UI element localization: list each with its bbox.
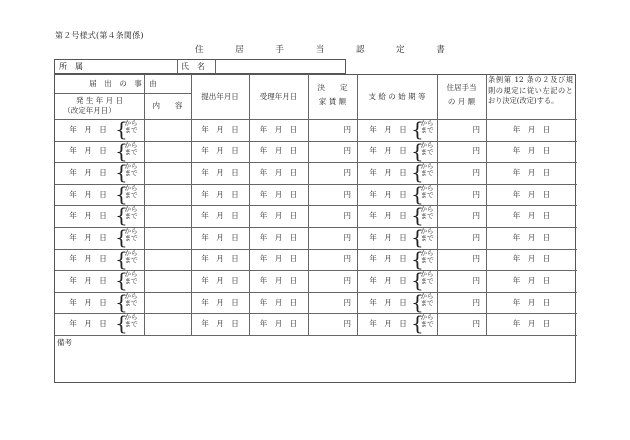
brace-icon: {: [411, 268, 424, 293]
payment-brace: [411, 289, 435, 314]
payment-start-value: 年 月 日: [369, 211, 407, 221]
header-reason: 届 出 の 事 由: [89, 79, 157, 88]
brace-icon: {: [411, 117, 424, 141]
occurrence-date-value: 年 月 日: [69, 232, 107, 242]
receipt-date-value: 年 月 日: [259, 276, 298, 285]
brace-icon: {: [411, 138, 424, 163]
decided-amount-value: 円: [343, 276, 351, 285]
header-receipt-date: 受理年月日: [259, 92, 298, 101]
to-label: まで: [124, 255, 138, 264]
decided-amount-value: 円: [343, 254, 351, 264]
decision-date-value: 年 月 日: [512, 189, 551, 199]
occurrence-date-value: 年 月 日: [69, 276, 107, 285]
header-occurrence-date: 発 生 年 月 日: [75, 96, 124, 105]
payment-start-value: 年 月 日: [369, 276, 407, 285]
row-divider: [55, 335, 577, 336]
allowance-amount-value: 円: [472, 211, 480, 221]
to-label: まで: [420, 234, 434, 242]
decision-date-value: 年 月 日: [512, 232, 551, 242]
decision-date-value: 年 月 日: [512, 276, 551, 285]
to-label: まで: [124, 234, 138, 242]
brace-icon: {: [411, 246, 424, 271]
payment-start-value: 年 月 日: [369, 254, 407, 264]
from-label: から: [124, 270, 138, 279]
submit-date-value: 年 月 日: [201, 319, 239, 329]
brace-icon: {: [411, 225, 424, 249]
brace-icon: {: [115, 225, 128, 249]
decided-amount-value: 円: [343, 232, 351, 242]
submit-date-value: 年 月 日: [201, 254, 239, 264]
to-label: まで: [124, 169, 138, 178]
occurrence-brace: [115, 246, 139, 271]
submit-date-value: 年 月 日: [201, 168, 239, 177]
from-label: から: [124, 119, 138, 127]
to-label: まで: [420, 212, 434, 221]
payment-brace: [411, 225, 435, 249]
header-allowance-2: の 月 額: [447, 97, 476, 106]
from-label: から: [420, 119, 434, 127]
occurrence-date-value: 年 月 日: [69, 146, 107, 156]
from-label: から: [124, 313, 138, 322]
from-label: から: [124, 248, 138, 257]
receipt-date-value: 年 月 日: [259, 146, 298, 156]
receipt-date-value: 年 月 日: [259, 168, 298, 177]
to-label: まで: [420, 169, 434, 178]
header-content: 内 容: [152, 101, 183, 110]
header-divider: [55, 93, 191, 94]
to-label: まで: [420, 320, 434, 329]
decision-date-value: 年 月 日: [512, 168, 551, 177]
receipt-date-value: 年 月 日: [259, 319, 298, 329]
decided-amount-value: 円: [343, 189, 351, 199]
payment-start-value: 年 月 日: [369, 146, 407, 156]
decided-amount-value: 円: [343, 211, 351, 221]
from-label: から: [420, 205, 434, 214]
occurrence-brace: [115, 203, 139, 228]
brace-icon: {: [411, 181, 424, 206]
to-label: まで: [124, 212, 138, 221]
occurrence-date-value: 年 月 日: [69, 189, 107, 199]
payment-start-value: 年 月 日: [369, 297, 407, 307]
payment-brace: [411, 160, 435, 185]
allowance-amount-value: 円: [472, 146, 480, 156]
brace-icon: {: [115, 311, 128, 336]
to-label: まで: [124, 147, 138, 156]
to-label: まで: [420, 190, 434, 199]
from-label: から: [124, 140, 138, 149]
occurrence-date-value: 年 月 日: [69, 124, 107, 134]
from-label: から: [420, 227, 434, 235]
brace-icon: {: [115, 203, 128, 228]
to-label: まで: [124, 126, 138, 134]
payment-start-value: 年 月 日: [369, 168, 407, 177]
receipt-date-value: 年 月 日: [259, 254, 298, 264]
title-char: 当: [315, 45, 325, 55]
header-submit-date: 提出年月日: [201, 92, 239, 101]
occurrence-date-value: 年 月 日: [69, 254, 107, 264]
occurrence-brace: [115, 138, 139, 163]
occurrence-date-value: 年 月 日: [69, 297, 107, 307]
name-label: 氏 名: [181, 62, 205, 71]
brace-icon: {: [411, 160, 424, 185]
form-number: 第２号様式(第４条関係): [55, 31, 144, 40]
payment-start-value: 年 月 日: [369, 319, 407, 329]
receipt-date-value: 年 月 日: [259, 232, 298, 242]
to-label: まで: [420, 277, 434, 286]
brace-icon: {: [411, 311, 424, 336]
from-label: から: [420, 313, 434, 322]
allowance-table: [54, 74, 576, 383]
receipt-date-value: 年 月 日: [259, 189, 298, 199]
allowance-amount-value: 円: [472, 232, 480, 242]
brace-icon: {: [115, 117, 128, 141]
header-ordinance: 条例第 12 条の２及び規則の規定に従い左記のとおり決定(改定)する。: [488, 75, 573, 105]
decision-date-value: 年 月 日: [512, 319, 551, 329]
from-label: から: [420, 270, 434, 279]
payment-brace: [411, 311, 435, 336]
submit-date-value: 年 月 日: [201, 297, 239, 307]
payment-start-value: 年 月 日: [369, 189, 407, 199]
allowance-amount-value: 円: [472, 189, 480, 199]
header-decided-amount-2: 家 賃 額: [318, 97, 347, 106]
submit-date-value: 年 月 日: [201, 276, 239, 285]
payment-start-value: 年 月 日: [369, 124, 407, 134]
brace-icon: {: [411, 203, 424, 228]
from-label: から: [124, 183, 138, 192]
submit-date-value: 年 月 日: [201, 124, 239, 134]
allowance-amount-value: 円: [472, 254, 480, 264]
payment-brace: [411, 246, 435, 271]
payment-start-value: 年 月 日: [369, 232, 407, 242]
to-label: まで: [420, 126, 434, 134]
occurrence-date-value: 年 月 日: [69, 168, 107, 177]
decision-date-value: 年 月 日: [512, 297, 551, 307]
to-label: まで: [420, 147, 434, 156]
title-char: 定: [396, 45, 405, 55]
header-occurrence-date-sub: （改定年月日）: [63, 106, 116, 115]
brace-icon: {: [411, 289, 424, 314]
decided-amount-value: 円: [343, 319, 351, 329]
occurrence-brace: [115, 117, 139, 141]
header-decided-amount: 決 定: [317, 83, 348, 92]
title-char: 書: [436, 45, 445, 55]
department-label: 所 属: [59, 62, 83, 71]
receipt-date-value: 年 月 日: [259, 297, 298, 307]
allowance-amount-value: 円: [472, 319, 480, 329]
title-char: 住: [195, 45, 204, 55]
document-title: [195, 43, 445, 55]
from-label: から: [420, 162, 434, 171]
from-label: から: [124, 205, 138, 214]
submit-date-value: 年 月 日: [201, 189, 239, 199]
to-label: まで: [420, 255, 434, 264]
to-label: まで: [124, 277, 138, 286]
payment-brace: [411, 268, 435, 293]
occurrence-brace: [115, 225, 139, 249]
occurrence-brace: [115, 181, 139, 206]
to-label: まで: [420, 298, 434, 307]
brace-icon: {: [115, 181, 128, 206]
allowance-amount-value: 円: [472, 276, 480, 285]
from-label: から: [420, 140, 434, 149]
submit-date-value: 年 月 日: [201, 232, 239, 242]
to-label: まで: [124, 320, 138, 329]
decision-date-value: 年 月 日: [512, 124, 551, 134]
header-payment-start: 支 給 の 始 期 等: [368, 92, 426, 101]
to-label: まで: [124, 298, 138, 307]
decided-amount-value: 円: [343, 297, 351, 307]
occurrence-brace: [115, 311, 139, 336]
receipt-date-value: 年 月 日: [259, 211, 298, 221]
decision-date-value: 年 月 日: [512, 146, 551, 156]
header-allowance: 住居手当: [446, 83, 477, 92]
payment-brace: [411, 138, 435, 163]
payment-brace: [411, 203, 435, 228]
brace-icon: {: [115, 289, 128, 314]
occurrence-brace: [115, 160, 139, 185]
occurrence-brace: [115, 289, 139, 314]
brace-icon: {: [115, 246, 128, 271]
remarks-label: 備考: [57, 338, 72, 347]
occurrence-date-value: 年 月 日: [69, 211, 107, 221]
title-char: 手: [275, 45, 284, 55]
title-char: 居: [235, 45, 244, 55]
decided-amount-value: 円: [343, 124, 351, 134]
decision-date-value: 年 月 日: [512, 254, 551, 264]
occurrence-date-value: 年 月 日: [69, 319, 107, 329]
submit-date-value: 年 月 日: [201, 211, 239, 221]
from-label: から: [420, 183, 434, 192]
brace-icon: {: [115, 138, 128, 163]
decided-amount-value: 円: [343, 168, 351, 177]
allowance-amount-value: 円: [472, 124, 480, 134]
receipt-date-value: 年 月 日: [259, 124, 298, 134]
from-label: から: [124, 227, 138, 235]
decided-amount-value: 円: [343, 146, 351, 156]
title-char: 認: [355, 45, 365, 55]
submit-date-value: 年 月 日: [201, 146, 239, 156]
decision-date-value: 年 月 日: [512, 211, 551, 221]
brace-icon: {: [115, 160, 128, 185]
payment-brace: [411, 117, 435, 141]
from-label: から: [124, 162, 138, 171]
payment-brace: [411, 181, 435, 206]
from-label: から: [420, 291, 434, 300]
from-label: から: [124, 291, 138, 300]
occurrence-brace: [115, 268, 139, 293]
allowance-amount-value: 円: [472, 168, 480, 177]
brace-icon: {: [115, 268, 128, 293]
allowance-amount-value: 円: [472, 297, 480, 307]
header-info-box: [54, 59, 346, 74]
to-label: まで: [124, 190, 138, 199]
from-label: から: [420, 248, 434, 257]
